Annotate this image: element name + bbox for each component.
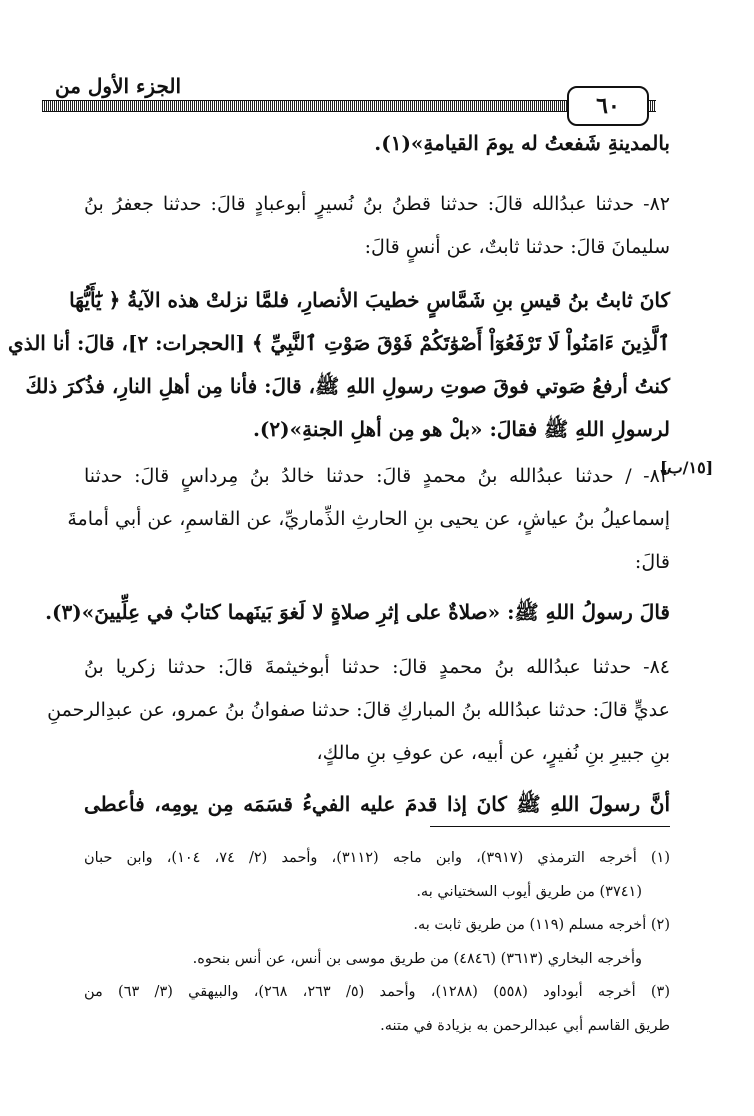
hadith-84-isnad: ٨٤- حدثنا عبدُالله بنُ محمدٍ قالَ: حدثنا أبوخيثمةَ قالَ: حدثنا زكريا بنُ: [84, 656, 670, 678]
footnote-line: طريق القاسم أبي عبدالرحمن به بزيادة في متنه.: [380, 1018, 670, 1034]
footnote-line: (٣٧٤١) من طريق أيوب السختياني به.: [416, 884, 642, 900]
body-line: بنِ جبيرِ بنِ نُفيرٍ، عن أبيه، عن عوفِ بنِ مالكٍ،: [316, 742, 670, 764]
body-line: إسماعيلُ بنُ عياشٍ، عن يحيى بنِ الحارثِ الذِّماريِّ، عن القاسمِ، عن أبي أمامةَ: [67, 508, 670, 530]
footnote-separator: [430, 826, 670, 827]
body-line: لرسولِ اللهِ ﷺ فقالَ: «بلْ هو مِن أهلِ الجنةِ»(٢).: [252, 417, 670, 441]
footnote-3: (٣) أخرجه أبوداود (٥٥٨) (١٢٨٨)، وأحمد (٥/ ٢٦٣، ٢٦٨)، والبيهقي (٣/ ٦٣) من: [84, 984, 670, 1000]
header-rule: [42, 100, 656, 112]
body-line: عديٍّ قالَ: حدثنا عبدُالله بنُ المباركِ قالَ: حدثنا صفوانُ بنُ عمرو، عن عبدِالرحمنِ: [47, 699, 670, 721]
hadith-83-matn: قالَ رسولُ اللهِ ﷺ: «صلاةٌ على إثرِ صلاةٍ لا لَغوَ بَينَهما كتابٌ في عِلِّيينَ»(٣).: [45, 600, 670, 624]
running-head: الجزء الأول من: [55, 74, 182, 98]
footnote-line: وأخرجه البخاري (٣٦١٣) (٤٨٤٦) من طريق موسى بن أنس، عن أنس بنحوه.: [192, 951, 642, 967]
footnote-2: (٢) أخرجه مسلم (١١٩) من طريق ثابت به.: [413, 917, 670, 933]
body-line: بالمدينةِ شَفعتُ له يومَ القيامةِ»(١).: [374, 131, 670, 155]
page-number: ٦٠: [567, 86, 649, 126]
hadith-82-isnad: ٨٢- حدثنا عبدُالله قالَ: حدثنا قطنُ بنُ نُسيرٍ أبوعبادٍ قالَ: حدثنا جعفرُ بنُ: [84, 193, 670, 215]
body-line: قالَ:: [634, 551, 670, 573]
footnote-1: (١) أخرجه الترمذي (٣٩١٧)، وابن ماجه (٣١١٢)، وأحمد (٢/ ٧٤، ١٠٤)، وابن حبان: [84, 850, 670, 866]
body-line: كنتُ أرفعُ صَوتي فوقَ صوتِ رسولِ اللهِ ﷺ، قالَ: فأنا مِن أهلِ النارِ، فذُكرَ ذلكَ: [25, 374, 670, 398]
body-line: سليمانَ قالَ: حدثنا ثابتٌ، عن أنسٍ قالَ:: [364, 236, 670, 258]
body-line: ٱلَّذِينَ ءَامَنُواْ لَا تَرْفَعُوٓاْ أَصْوَٰتَكُمْ فَوْقَ صَوْتِ ٱلنَّبِيِّ ﴾ [الحجرات: ٢]، قالَ: أنا الذي: [8, 331, 670, 355]
hadith-82-matn: كانَ ثابتُ بنُ قيسِ بنِ شَمَّاسٍ خطيبَ الأنصارِ، فلمَّا نزلتْ هذه الآيةُ ﴿ يَٰٓأَيُّهَا: [69, 288, 670, 312]
hadith-83-isnad: ٨٣- / حدثنا عبدُالله بنُ محمدٍ قالَ: حدثنا خالدُ بنُ مِرداسٍ قالَ: حدثنا: [84, 465, 670, 487]
hadith-84-matn: أنَّ رسولَ اللهِ ﷺ كانَ إذا قدمَ عليه الفيءُ قسَمَه مِن يومِه، فأعطى: [84, 792, 670, 816]
margin-folio-note: [١٥/ب]: [660, 458, 714, 477]
